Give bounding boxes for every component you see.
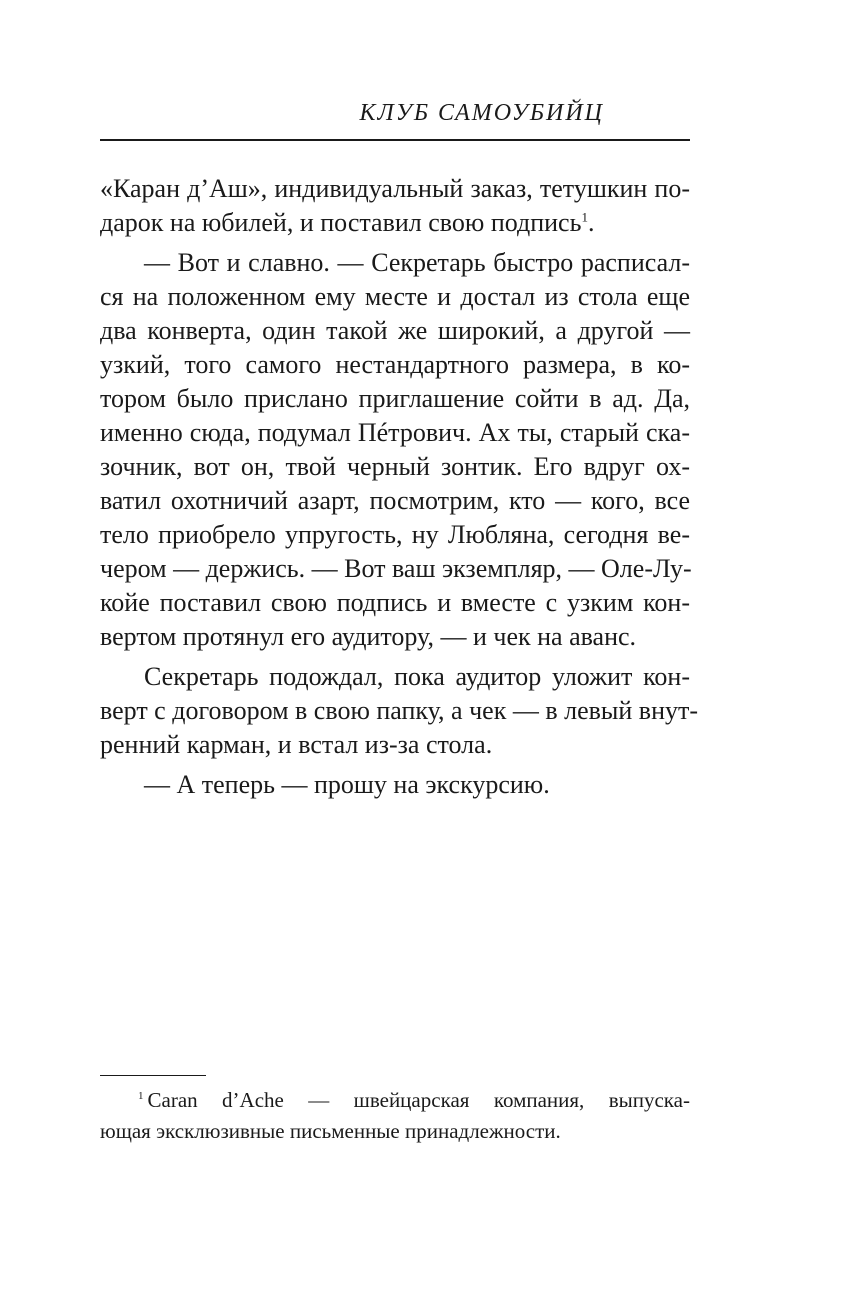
- text-line: вертом протянул его аудитору, — и чек на аванс.: [100, 622, 637, 651]
- text-line: ватил охотничий азарт, посмотрим, кто — кого, все: [100, 486, 690, 515]
- running-head: [100, 98, 690, 128]
- text-line: «Каран д’Аш», индивидуальный заказ, тетушкин по-: [100, 174, 690, 203]
- text-line: ренний карман, и встал из-за стола.: [100, 730, 493, 759]
- text-line: койе поставил свою подпись и вместе с узким кон-: [100, 588, 690, 617]
- text-line: узкий, того самого нестандартного размера, в ко-: [100, 350, 690, 379]
- running-head-title: КЛУБ САМОУБИЙЦ: [359, 100, 604, 126]
- text-line: — Вот и славно. — Секретарь быстро расписал-: [144, 248, 690, 277]
- text-line: Секретарь подождал, пока аудитор уложит кон-: [144, 662, 690, 691]
- footnote-mark: 1: [138, 1090, 144, 1102]
- text-line: верт с договором в свою папку, а чек — в левый внут-: [100, 696, 698, 725]
- footnote-line: [100, 1085, 690, 1116]
- footnote-line-content: Caran d’Ache — швейцарская компания, выпуска-: [147, 1088, 690, 1112]
- text-line: два конверта, один такой же широкий, а другой —: [100, 316, 690, 345]
- footnote-line: ющая эксклюзивные письменные принадлежности.: [100, 1119, 561, 1143]
- text-line: — А теперь — прошу на экскурсию.: [144, 770, 550, 799]
- text-line: зочник, вот он, твой черный зонтик. Его вдруг ох-: [100, 452, 690, 481]
- text-line: ся на положенном ему месте и достал из стола еще: [100, 282, 690, 311]
- text-line: именно сюда, подумал Пéтрович. Ах ты, старый ска-: [100, 418, 690, 447]
- text-line: тором было прислано приглашение сойти в ад. Да,: [100, 384, 690, 413]
- text-line: чером — держись. — Вот ваш экземпляр, — Оле-Лу-: [100, 554, 692, 583]
- main-text: [100, 172, 698, 802]
- text-line-content: дарок на юбилей, и поставил свою подпись: [100, 208, 582, 237]
- text-line: тело приобрело упругость, ну Любляна, сегодня ве-: [100, 520, 690, 549]
- text-line: [100, 206, 690, 240]
- running-head-rule: [100, 139, 690, 141]
- footnote-reference[interactable]: 1: [581, 209, 588, 225]
- text-line-tail: .: [587, 208, 595, 237]
- footnote: [100, 1085, 690, 1147]
- footnote-separator: [100, 1075, 206, 1076]
